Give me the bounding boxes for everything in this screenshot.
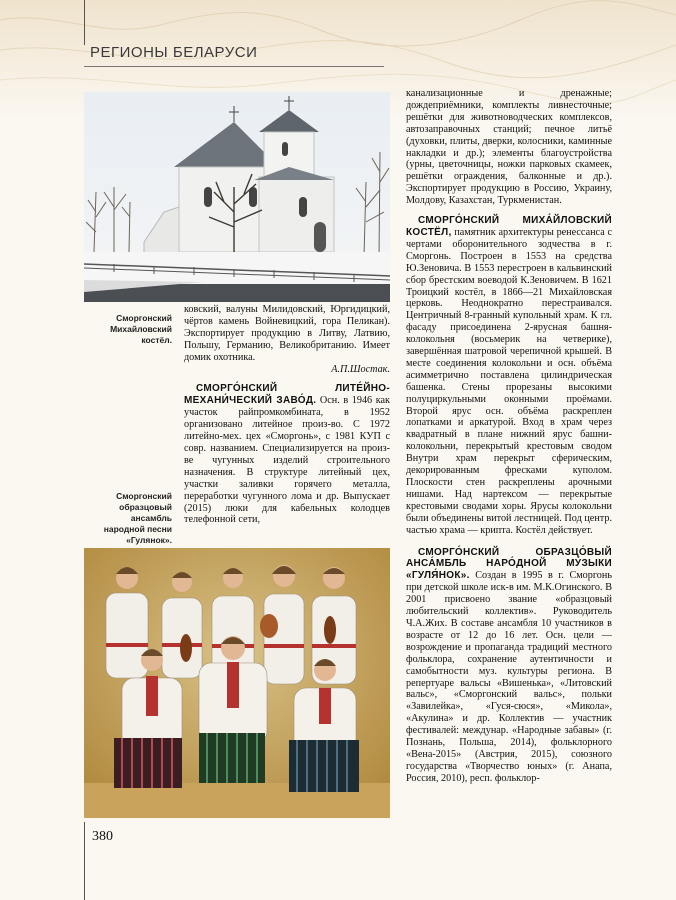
ensemble-caption: Сморгонский образцовый ансамбль народной песни «Гулянок». [103, 491, 172, 545]
ensemble-photo [84, 548, 390, 818]
ensemble-article [406, 547, 612, 785]
ensemble-text: Создан в 1995 в г. Сморгонь при детской школе иск-в им. М.К.Огинского. В 2001 присвоено звание «образцовый любительский коллектив». Руководитель Ч.А.Жих. В составе ансамбля 10 участников в возрасте от 12 до 16 лет. Осн. цели — возрождение и пропаганда традиций местного фольклора, сохранение аутентичности и самобытности муз. культуры региона. В репертуаре вальсы «Вишенька», «Литовский вальс», «Сморгонский вальс», польки «Завилейка», «Гуся-сюся», «Миколa», «Акулина» и др. Коллектив — участник фестивалей: междунар. «Народные забавы» (г. Познань, Польша, 2014), фольклорного «Вена-2015» (Австрия, 2015), союзного государства «Творчество юных» (г. Анапа, Россия, 2010), респ. фольклор- [406, 570, 612, 784]
page-number: 380 [92, 829, 113, 844]
continued-paragraph-right: канализационные и дренажные; дождеприёмники, комплекты ливнесточные; решётки для животноводческих комплексов, автозаправочных станций; печное литьё (духовки, плиты, дверки, колосники, каминные накладки и др.); элементы благоустройства (урны, цветочницы, ножки парковых скамеек, решётки ограждения, балконные и др.). Экспортирует продукцию в Россию, Украину, Молдову, Казахстан, Туркменистан. [406, 88, 612, 207]
ensemble-title: СМОРГО́НСКИЙ ОБРАЗЦО́ВЫЙ АНСА́МБЛЬ НАРО́ДНОЙ МУ́ЗЫКИ «ГУЛЯ́НОК». [406, 546, 612, 582]
foundry-article [184, 383, 390, 526]
church-title: СМОРГО́НСКИЙ МИХА́ЙЛОВСКИЙ КОСТЁЛ, [406, 215, 612, 238]
foundry-title: СМОРГО́НСКИЙ ЛИТЕ́ЙНО-МЕХАНИ́ЧЕСКИЙ ЗАВО́Д. [184, 383, 390, 407]
section-header: РЕГИОНЫ БЕЛАРУСИ [90, 44, 258, 61]
church-text: памятник архитектуры ренессанса с чертами оборонительного зодчества в г. Сморгонь. Построен в 1553 на средства Ю.Зеновича. В 1553 перестроен в кальвинский сбор брестским воеводой К.Зеновичем. В 1621 Троицкий костёл, в 1866—21 Михайловская церковь. Неоднократно перестраивался. Центричный 8-гранный купольный храм. К гл. фасаду присоединена 2-ярусная башня-колокольня (восьмерик на четверике), завершённая шатровой черепичной крышей. В месте соединения колокольни и осн. объёма асимметрично поставлена цилиндрическая башенка. Стены прорезаны высокими полуциркульными оконными проёмами. Второй ярус осн. объёма раскреплен лопатками и аркатурой. Вход в храм через квадратный в плане нижний ярус башни-колокольни, перекрытый крестовым сводом Внутри храм перекрыт сферическим, декорированным фресками куполом. Плоскости стен раскреплены арочными нишами. Над нартексом — перекрытые крестовыми сводами хоры. Ярусы колокольни были объединены витой лестницей. Под центр. частью храма — крипта. Костёл действует. [406, 226, 612, 536]
church-article [406, 215, 612, 536]
right-text-column [406, 88, 612, 785]
margin-line-bottom [84, 822, 85, 900]
continued-paragraph: ковский, валуны Милидовский, Юргидицкий, чёртов камень Войневицкий, гора Пеликан). Экспортирует продукцию в Литву, Латвию, Польшу, Германию, Великобританию. Имеет домик охотника. [184, 304, 390, 363]
author-signature: А.П.Шостак. [331, 363, 390, 375]
margin-line-top [84, 0, 85, 45]
church-photo [84, 92, 390, 302]
foundry-text: Осн. в 1946 как участок райпромкомбината, в 1952 организовано литейное произ-во. С 1972 литейно-мех. цех «Сморгонь», с 1981 КУП с совр. названием. Специализируется на произ-ве чугунных изделий строительного назначения. В структуре литейный цех, участки заливки горячего металла, переработки чугунного лома и др. Выпускает (2015) люки для кабельных колодцев телефонной сети, [184, 395, 390, 526]
church-caption: Сморгонский Михайловский костёл. [110, 313, 172, 345]
left-text-column [184, 304, 390, 526]
header-rule [84, 66, 384, 67]
